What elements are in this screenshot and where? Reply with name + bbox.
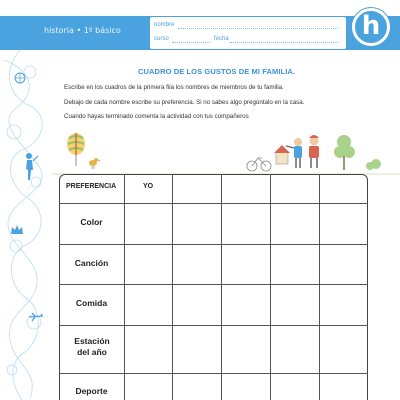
family-name-cell-3[interactable] — [271, 175, 318, 202]
name-label: nombre — [154, 22, 175, 28]
family-name-cell-1[interactable] — [173, 175, 220, 202]
row-divider — [59, 244, 368, 245]
globe-icon — [14, 72, 26, 84]
instruction-1: Escribe en los cuadros de la primera fila los nombres de miembros de tu familia. — [64, 84, 284, 91]
logo-letter: h — [361, 10, 381, 41]
header-preference: PREFERENCIA — [66, 183, 117, 190]
date-field[interactable] — [230, 42, 338, 43]
date-label: fecha — [214, 36, 229, 42]
instruction-2: Debajo de cada nombre escribe su preferencia. Si no sabes algo pregúntalo en la casa. — [64, 99, 305, 106]
tree-icon — [334, 135, 381, 170]
column-divider — [319, 174, 320, 400]
row-divider — [59, 325, 368, 326]
family-name-cell-4[interactable] — [320, 175, 367, 202]
header-me: YO — [143, 183, 154, 190]
decorative-swirl-strip — [0, 50, 52, 400]
row-label-sport: Deporte — [75, 386, 108, 396]
subject-label: historia • 1º básico — [44, 26, 121, 35]
airplane-icon — [28, 312, 44, 322]
table-border — [59, 174, 368, 400]
walking-figure-icon — [18, 152, 40, 182]
family-name-cell-2[interactable] — [222, 175, 269, 202]
column-divider — [172, 174, 173, 400]
row-label-food: Comida — [75, 298, 108, 308]
row-divider — [59, 203, 368, 204]
row-label-color: Color — [80, 217, 103, 227]
crown-icon — [10, 224, 24, 236]
student-info-form — [150, 17, 346, 49]
striped-globe-icon — [67, 133, 85, 166]
column-divider — [221, 174, 222, 400]
house-icon — [274, 145, 290, 164]
row-label-song: Canción — [74, 258, 109, 268]
instruction-3: Cuando hayas terminado comenta la actividad con tus compañeros — [64, 113, 249, 120]
bicycle-icon — [247, 158, 271, 171]
column-divider — [270, 174, 271, 400]
preferences-table — [59, 174, 368, 400]
row-divider — [59, 284, 368, 285]
logo — [352, 8, 390, 46]
bird-icon — [89, 158, 100, 169]
row-label-season: Estación del año — [74, 336, 110, 357]
name-field[interactable] — [178, 28, 338, 29]
illustration-row — [52, 122, 400, 176]
row-divider — [59, 373, 368, 374]
course-label: curso — [154, 36, 169, 42]
children-icon — [286, 135, 319, 168]
column-divider — [124, 174, 125, 400]
course-field[interactable] — [172, 42, 210, 43]
worksheet-title: CUADRO DE LOS GUSTOS DE MI FAMILIA. — [138, 67, 296, 76]
